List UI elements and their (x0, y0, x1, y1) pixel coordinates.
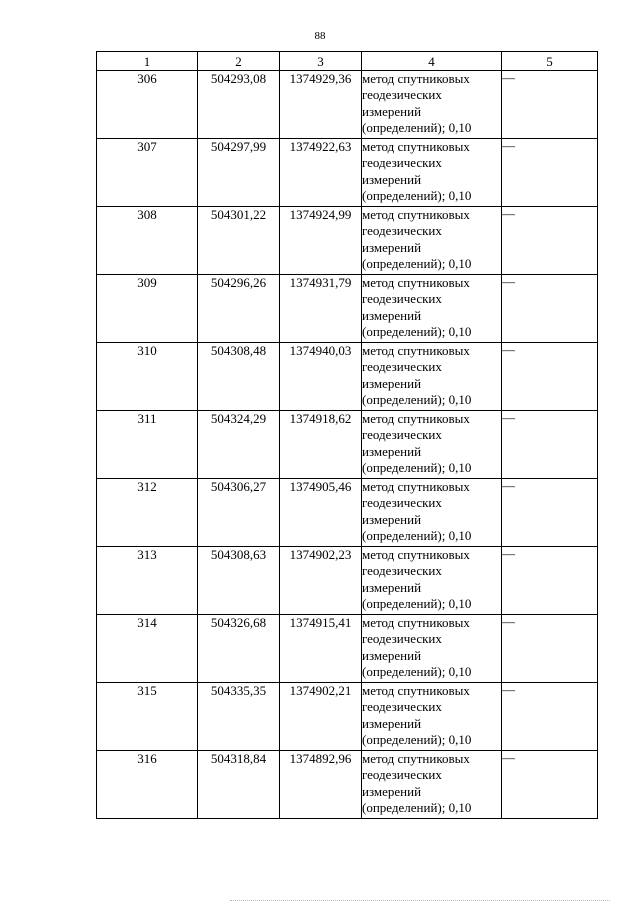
method-cell (362, 683, 502, 751)
header-col-1: 1 (97, 52, 198, 71)
point-number-cell: 311 (97, 411, 198, 479)
method-line: метод спутниковых (362, 683, 470, 698)
method-line: метод спутниковых (362, 139, 470, 154)
method-line: геодезических (362, 427, 442, 443)
method-line: метод спутниковых (362, 615, 470, 630)
coordinate-x-cell: 504297,99 (198, 139, 280, 207)
method-line: метод спутниковых (362, 343, 470, 358)
header-col-5: 5 (502, 52, 598, 71)
method-line: измерений (362, 783, 422, 799)
note-cell: — (502, 275, 598, 343)
note-cell: — (502, 751, 598, 819)
method-line: (определений); 0,10 (362, 800, 472, 816)
method-cell (362, 275, 502, 343)
method-line: геодезических (362, 767, 442, 783)
note-cell: — (502, 411, 598, 479)
method-cell (362, 615, 502, 683)
method-line: метод спутниковых (362, 479, 470, 494)
method-line: (определений); 0,10 (362, 120, 472, 136)
method-line: (определений); 0,10 (362, 732, 472, 748)
method-line: (определений); 0,10 (362, 324, 472, 340)
method-line: (определений); 0,10 (362, 664, 472, 680)
method-line: геодезических (362, 563, 442, 579)
table-row (97, 683, 598, 751)
coordinate-y-cell: 1374892,96 (280, 751, 362, 819)
point-number-cell: 315 (97, 683, 198, 751)
coordinate-y-cell: 1374924,99 (280, 207, 362, 275)
method-line: (определений); 0,10 (362, 596, 472, 612)
point-number-cell: 312 (97, 479, 198, 547)
coordinate-y-cell: 1374905,46 (280, 479, 362, 547)
method-line: геодезических (362, 631, 442, 647)
method-line: измерений (362, 375, 422, 391)
note-cell: — (502, 479, 598, 547)
coordinate-y-cell: 1374929,36 (280, 71, 362, 139)
coordinates-table (96, 51, 598, 819)
table-row (97, 411, 598, 479)
note-cell: — (502, 547, 598, 615)
table-row (97, 71, 598, 139)
method-line: геодезических (362, 155, 442, 171)
table-row (97, 751, 598, 819)
method-cell (362, 479, 502, 547)
point-number-cell: 307 (97, 139, 198, 207)
method-line: геодезических (362, 495, 442, 511)
point-number-cell: 306 (97, 71, 198, 139)
page-footer-trace (230, 900, 610, 904)
method-cell (362, 207, 502, 275)
table-row (97, 343, 598, 411)
method-line: (определений); 0,10 (362, 188, 472, 204)
coordinate-x-cell: 504326,68 (198, 615, 280, 683)
method-line: метод спутниковых (362, 275, 470, 290)
coordinate-x-cell: 504308,48 (198, 343, 280, 411)
table-row (97, 479, 598, 547)
note-cell: — (502, 139, 598, 207)
note-cell: — (502, 343, 598, 411)
note-cell: — (502, 71, 598, 139)
method-line: метод спутниковых (362, 411, 470, 426)
coordinate-x-cell: 504318,84 (198, 751, 280, 819)
method-line: геодезических (362, 699, 442, 715)
method-line: геодезических (362, 87, 442, 103)
table-row (97, 275, 598, 343)
method-cell (362, 751, 502, 819)
coordinate-x-cell: 504335,35 (198, 683, 280, 751)
point-number-cell: 310 (97, 343, 198, 411)
point-number-cell: 309 (97, 275, 198, 343)
method-line: измерений (362, 239, 422, 255)
coordinate-x-cell: 504301,22 (198, 207, 280, 275)
coordinate-y-cell: 1374902,21 (280, 683, 362, 751)
header-col-2: 2 (198, 52, 280, 71)
coordinate-x-cell: 504296,26 (198, 275, 280, 343)
point-number-cell: 314 (97, 615, 198, 683)
method-cell (362, 343, 502, 411)
method-line: (определений); 0,10 (362, 528, 472, 544)
method-line: измерений (362, 715, 422, 731)
method-line: метод спутниковых (362, 547, 470, 562)
header-col-4: 4 (362, 52, 502, 71)
method-cell (362, 71, 502, 139)
coordinate-y-cell: 1374922,63 (280, 139, 362, 207)
note-cell: — (502, 207, 598, 275)
point-number-cell: 316 (97, 751, 198, 819)
method-line: измерений (362, 307, 422, 323)
method-line: геодезических (362, 291, 442, 307)
table-body (97, 71, 598, 819)
method-line: геодезических (362, 359, 442, 375)
method-line: (определений); 0,10 (362, 392, 472, 408)
method-line: измерений (362, 171, 422, 187)
method-line: измерений (362, 511, 422, 527)
coordinate-x-cell: 504306,27 (198, 479, 280, 547)
coordinate-y-cell: 1374918,62 (280, 411, 362, 479)
method-line: метод спутниковых (362, 71, 470, 86)
header-col-3: 3 (280, 52, 362, 71)
header-row (97, 52, 598, 71)
method-line: измерений (362, 103, 422, 119)
point-number-cell: 313 (97, 547, 198, 615)
page-number: 88 (314, 30, 326, 42)
coordinate-y-cell: 1374931,79 (280, 275, 362, 343)
coordinate-y-cell: 1374902,23 (280, 547, 362, 615)
method-line: (определений); 0,10 (362, 256, 472, 272)
coordinate-x-cell: 504324,29 (198, 411, 280, 479)
method-line: измерений (362, 579, 422, 595)
method-line: измерений (362, 443, 422, 459)
coordinate-y-cell: 1374940,03 (280, 343, 362, 411)
method-line: измерений (362, 647, 422, 663)
method-line: геодезических (362, 223, 442, 239)
coordinate-x-cell: 504308,63 (198, 547, 280, 615)
method-line: метод спутниковых (362, 751, 470, 766)
coordinate-y-cell: 1374915,41 (280, 615, 362, 683)
table-row (97, 615, 598, 683)
method-line: метод спутниковых (362, 207, 470, 222)
note-cell: — (502, 615, 598, 683)
method-line: (определений); 0,10 (362, 460, 472, 476)
table-header (97, 52, 598, 71)
coordinate-x-cell: 504293,08 (198, 71, 280, 139)
note-cell: — (502, 683, 598, 751)
table-row (97, 139, 598, 207)
method-cell (362, 547, 502, 615)
point-number-cell: 308 (97, 207, 198, 275)
method-cell (362, 411, 502, 479)
table-row (97, 207, 598, 275)
method-cell (362, 139, 502, 207)
table-row (97, 547, 598, 615)
